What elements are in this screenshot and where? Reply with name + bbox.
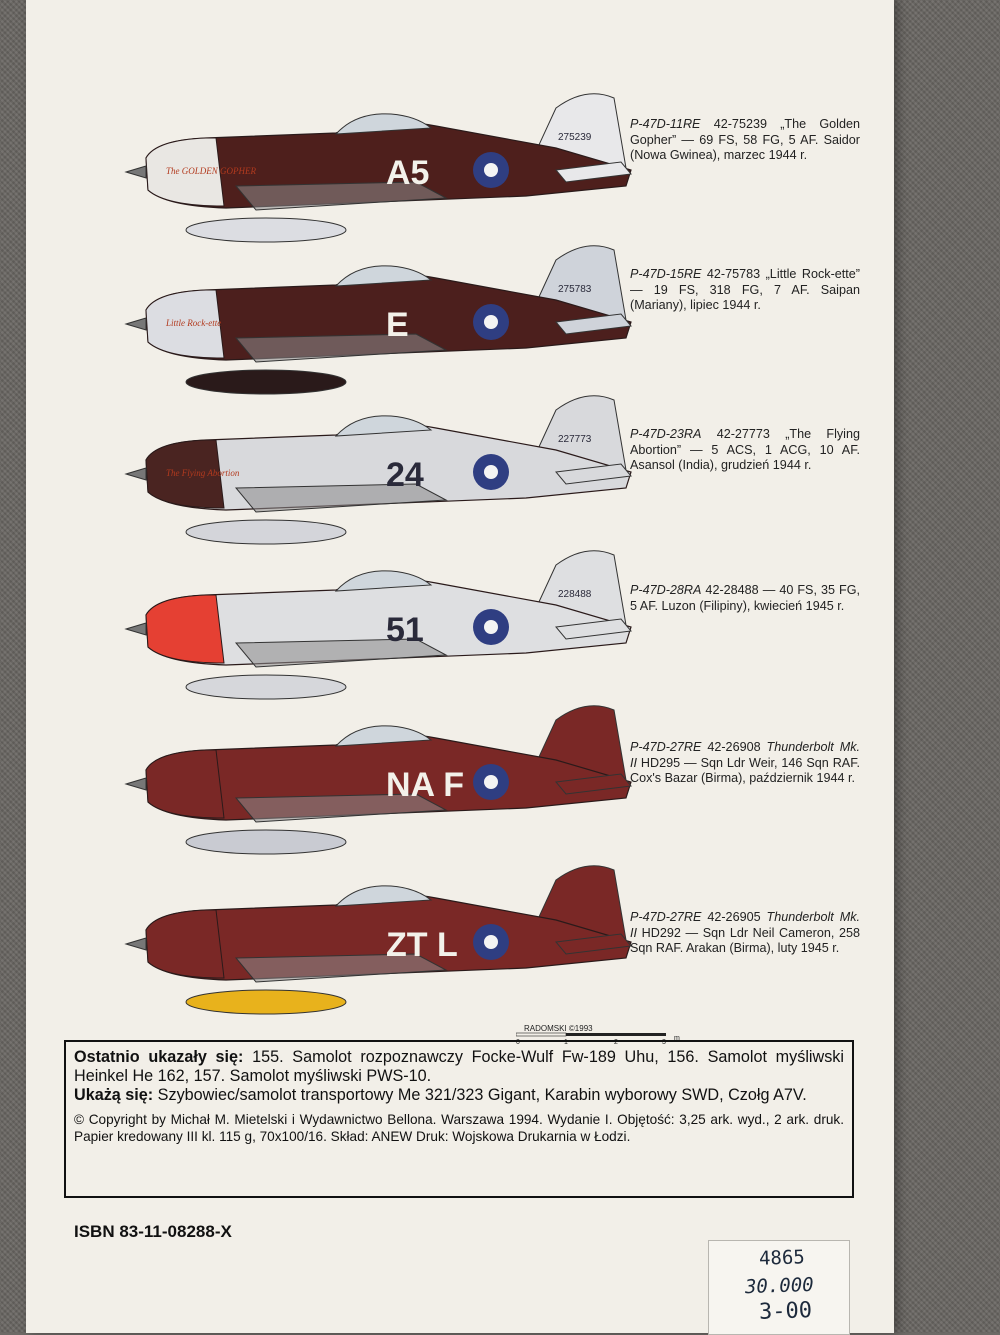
- caption-5-model: P-47D-27RE: [630, 740, 702, 754]
- tail-serial: 275783: [558, 284, 592, 295]
- recent-releases: [74, 1048, 844, 1086]
- code-letters: E: [386, 306, 409, 344]
- plane-illustration-flying-abortion: [86, 380, 646, 560]
- price-line-3: 3-00: [758, 1298, 813, 1325]
- caption-4-text: 42-28488 — 40 FS, 35 FG, 5 AF. Luzon (Filipiny), kwiecień 1945 r.: [630, 583, 860, 613]
- insignia-center: [484, 620, 498, 634]
- caption-6-model: P-47D-27RE: [630, 910, 702, 924]
- upcoming-text: Szybowiec/samolot transportowy Me 321/323 Gigant, Karabin wyborowy SWD, Czołg A7V.: [153, 1086, 807, 1104]
- insignia-center: [484, 775, 498, 789]
- caption-6-text2: HD292 — Sqn Ldr Neil Cameron, 258 Sqn RAF. Arakan (Birma), luty 1945 r.: [630, 925, 860, 955]
- caption-5-text: 42-26908: [701, 740, 767, 754]
- isbn-number: ISBN 83-11-08288-X: [74, 1222, 232, 1241]
- caption-2: [630, 267, 860, 314]
- plane-illustration-p47d-28ra: [86, 535, 646, 715]
- wing: [236, 334, 446, 362]
- nose-art-text: The Flying Abortion: [166, 468, 240, 478]
- upcoming-releases: [74, 1086, 844, 1105]
- drop-tank: [186, 990, 346, 1014]
- scale-label-0: 0: [516, 1039, 520, 1046]
- plane-illustration-hd292: [86, 850, 646, 1030]
- caption-6-text: 42-26905: [701, 910, 767, 924]
- tail-serial: 275239: [558, 132, 592, 143]
- caption-3-model: P-47D-23RA: [630, 427, 702, 441]
- recent-text: 155. Samolot rozpoznawczy Focke-Wulf Fw-189 Uhu, 156. Samolot myśliwski Heinkel He 162, 157. Samolot myśliwski PWS-10.: [74, 1048, 845, 1085]
- recent-label: Ostatnio ukazały się:: [74, 1048, 244, 1066]
- price-line-1: 4865: [758, 1246, 806, 1270]
- caption-2-model: P-47D-15RE: [630, 267, 702, 281]
- caption-4: [630, 583, 860, 614]
- caption-5-model2: Thunderbolt Mk. II: [630, 740, 860, 770]
- propeller-spinner: [126, 166, 146, 178]
- engine-cowling: [146, 750, 224, 818]
- nose-art-text: Little Rock-ette: [166, 318, 222, 328]
- caption-6-model2: Thunderbolt Mk. II: [630, 910, 860, 940]
- code-letters: NA F: [386, 766, 465, 804]
- scale-label-1: 1: [564, 1039, 568, 1046]
- caption-1: [630, 117, 860, 164]
- nose-art-text: The GOLDEN GOPHER: [166, 166, 256, 176]
- insignia-center: [484, 935, 498, 949]
- caption-3: [630, 427, 860, 474]
- insignia-center: [484, 465, 498, 479]
- engine-cowling: [146, 910, 224, 978]
- scale-unit: m: [674, 1035, 680, 1042]
- scale-label-2: 2: [614, 1039, 618, 1046]
- caption-1-text: 42-75239 „The Golden Gopher” — 69 FS, 58 FG, 5 AF. Saidor (Nowa Gwinea), marzec 1944 r.: [630, 117, 860, 162]
- artist-signature: RADOMSKI ©1993: [524, 1024, 593, 1033]
- scale-label-3: 3: [662, 1039, 666, 1046]
- code-letters: ZT L: [386, 926, 458, 964]
- insignia-center: [484, 315, 498, 329]
- price-line-2: 30.000: [744, 1273, 815, 1299]
- caption-2-text: 42-75783 „Little Rock-ette” — 19 FS, 318 FG, 7 AF. Saipan (Mariany), lipiec 1944 r.: [630, 267, 860, 312]
- price-sticker: [708, 1240, 850, 1335]
- propeller-spinner: [126, 938, 146, 950]
- propeller-spinner: [126, 778, 146, 790]
- copyright-text: © Copyright by Michał M. Mietelski i Wydawnictwo Bellona. Warszawa 1994. Wydanie I. Objętość: 3,25 ark. wyd., 2 ark. druk. Papier kredowany III kl. 115 g, 70x100/16. Skład: ANEW Druk: Wojskowa Drukarnia w Łodzi.: [74, 1112, 844, 1144]
- series-info-box: [64, 1040, 854, 1198]
- propeller-spinner: [126, 318, 146, 330]
- caption-5: [630, 740, 860, 787]
- tail-serial: 228488: [558, 589, 592, 600]
- booklet-back-cover: [26, 0, 894, 1333]
- propeller-spinner: [126, 468, 146, 480]
- caption-4-model: P-47D-28RA: [630, 583, 702, 597]
- insignia-center: [484, 163, 498, 177]
- upcoming-label: Ukażą się:: [74, 1086, 154, 1104]
- caption-6: [630, 910, 860, 957]
- propeller-spinner: [126, 623, 146, 635]
- caption-3-text: 42-27773 „The Flying Abortion” — 5 ACS, 1 ACG, 10 AF. Asansol (India), grudzień 1944 r.: [630, 427, 860, 472]
- engine-cowling: [146, 595, 224, 663]
- caption-5-text2: HD295 — Sqn Ldr Weir, 146 Sqn RAF. Cox's Bazar (Birma), październik 1944 r.: [630, 755, 860, 785]
- code-letters: 24: [386, 456, 424, 494]
- code-letters: A5: [386, 154, 430, 192]
- plane-illustration-hd295: [86, 690, 646, 870]
- caption-1-model: P-47D-11RE: [630, 117, 701, 131]
- code-letters: 51: [386, 611, 424, 649]
- tail-serial: 227773: [558, 434, 592, 445]
